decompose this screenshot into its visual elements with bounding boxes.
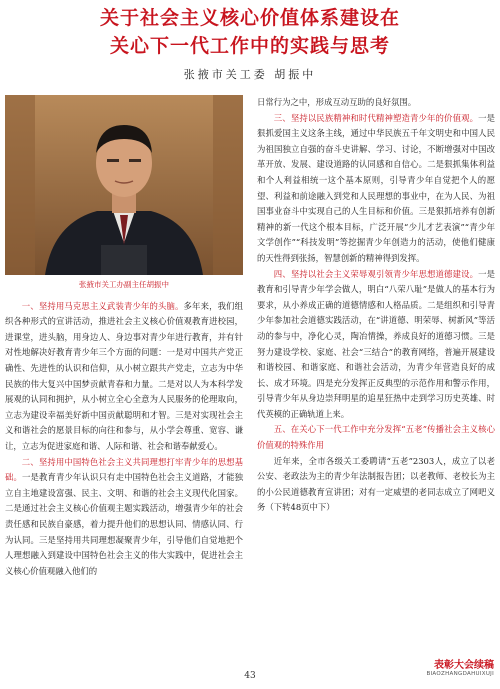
paragraph-3: [257, 111, 495, 267]
page-number: 43: [244, 671, 256, 681]
paragraph-continuation: 日常行为之中，形成互动互助的良好氛围。: [257, 97, 417, 107]
article-title: [0, 4, 500, 60]
paragraph-1: [5, 299, 243, 455]
paragraph-1-text: 多年来，我们组织各种形式的宣讲活动，推进社会主义核心价值观教育进校园，进课堂，进头脑，用身边人、身边事对青少年进行教育，并有针对性地解决好教育青少年三个方面的问题：一是对中国共产党正确性、先进性的认识和信仰，从小树立跟共产党走，立志为中华民族的伟大复兴中国梦贡献青春和力量。二是对以人为本科学发展观的认同和拥护，从小树立全心全意为人民服务的伦理取向，立志为建设幸福美好新中国贡献聪明和才智。三是对实现社会主义和谐社会的愿景目标的向往和参与，从小学会尊重、宽容、谦让，立志为促进家庭和谐、人际和谐、社会和谐奉献爱心。: [5, 300, 244, 451]
section-heading-2: 二、坚持用中国特色社会主义共同理想打牢青少年的思想基础。: [5, 456, 243, 483]
paragraph-5: [257, 454, 495, 516]
section-heading-1: 一、坚持用马克思主义武装青少年的头脑。: [21, 300, 184, 311]
photo-caption: 张掖市关工办副主任胡振中: [79, 280, 169, 289]
author-photo: [5, 95, 243, 275]
section-heading-5: 五、在关心下一代工作中充分发挥“五老”传播社会主义核心价值观的特殊作用: [257, 424, 495, 451]
paragraph-2-text: 一是教育青少年认识只有走中国特色社会主义道路，才能独立自主地建设富强、民主、文明、和谐的社会主义现代化国家。二是通过社会主义核心价值观主题实践活动，增强青少年的社会责任感和民族自豪感，着力提升他们的思想认同、情感认同、行为认同。三是坚持用共同理想凝聚青少年，引导他们自觉地把个人理想融入到建设中国特色社会主义的伟大实践中，促进社会主义核心价值观融入他们的: [5, 472, 244, 576]
section-heading-4: 四、坚持以社会主义荣辱观引领青少年思想道德建设。: [273, 268, 479, 279]
portrait-image: [5, 95, 243, 275]
paragraph-4-text: 一是教育和引导青少年学会做人，明白“八荣八耻”是做人的基本行为要求，从小养成正确的道德情感和人格品质。二是组织和引导青少年参加社会道德实践活动，在“讲道德、明荣辱、树新风”等活动的参与中，净化心灵，陶冶情操，养成良好的道德习惯。三是努力建设学校、家庭、社会“三结合”的教育网络，普遍开展建设和谐校园、和谐家庭、和谐社会活动，为青少年营造良好的成长、成才环境。四是充分发挥正反典型的示范作用和警示作用，引导青少年从身边崇拜明星的追星狂热中走到学习历史英雄、时代英模的正确轨道上来。: [257, 268, 496, 419]
right-column: [257, 95, 495, 516]
paragraph-5-text: 近年来，全市各级关工委聘请“五老”2303人，成立了以老公安、老政法为主的青少年法制报告团；以老教师、老校长为主的小公民道德教育宣讲团；对有一定威望的老同志成立了网吧义务: [257, 455, 495, 513]
paragraph-3-text: 一是狠抓爱国主义这条主线，通过中华民族五千年文明史和中国人民为祖国独立自强的奋斗史讲解、学习、讨论，不断增强对中国改革开放、发展、建设道路的认同感和自信心。二是狠抓集体利益和个人利益相统一这个基本原则，引导青少年自觉把个人的愿望、利益和前途融入到党和人民理想的事业中，在为人民、为祖国事业奋斗中实现自己的人生目标和价值。三是狠抓培养有创新精神的新一代这个根本目标，广泛开展“少儿才艺表演”“青少年文学创作”“科技发明”等挖掘青少年创造力的活动，使他们健康的天性得到张扬，智慧创新的精神得到发挥。: [257, 112, 496, 263]
paragraph-2: [5, 455, 243, 580]
article-title-line2: 关心下一代工作中的实践与思考: [109, 35, 390, 57]
footer-brand: [426, 656, 494, 677]
footer-brand-title: 表彰大会续稿: [434, 660, 494, 671]
paragraph-4: [257, 267, 495, 423]
continued-note: （下转48页中下）: [265, 502, 335, 513]
article-title-line1: 关于社会主义核心价值体系建设在: [99, 7, 400, 29]
article-author: 张掖市关工委 胡振中: [183, 68, 317, 81]
section-heading-3: 三、坚持以民族精神和时代精神塑造青少年的价值观。: [273, 112, 479, 123]
footer-brand-subtitle: BIAOZHANGDAHUIXUJI: [426, 671, 494, 677]
left-column: [5, 95, 243, 579]
